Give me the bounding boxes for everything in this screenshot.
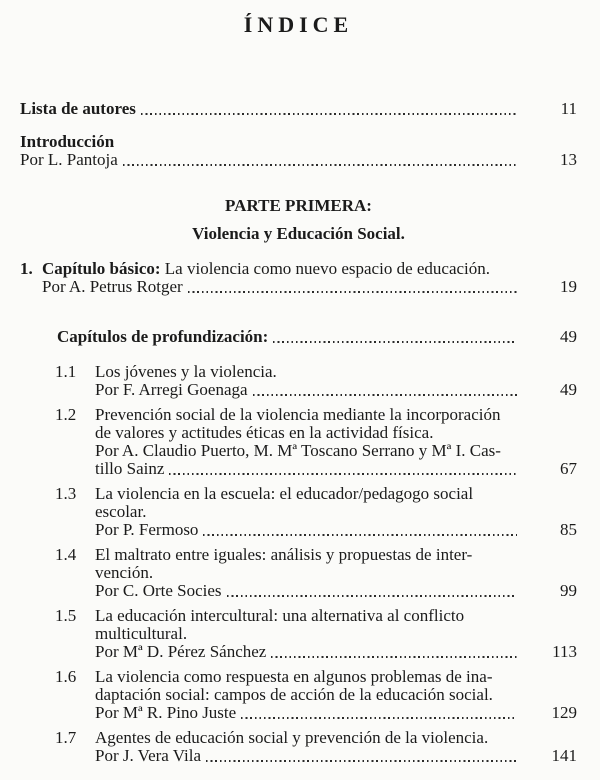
toc-row-section-heading xyxy=(57,328,577,346)
entry-body xyxy=(95,607,577,661)
part-heading: PARTE PRIMERA: xyxy=(225,196,372,215)
entry-body xyxy=(95,546,577,600)
entry-byline-line: Por A. Claudio Puerto, M. Mª Toscano Serrano y Mª I. Cas- xyxy=(95,441,501,460)
toc-entry xyxy=(55,607,577,661)
page-number: 67 xyxy=(560,459,577,478)
entry-number: 1.3 xyxy=(55,484,77,503)
entry-number: 1.6 xyxy=(55,667,77,686)
toc-entry xyxy=(55,668,577,722)
chapter-byline-row xyxy=(42,278,577,296)
entry-byline: tillo Sainz xyxy=(95,459,165,478)
entry-number: 1.5 xyxy=(55,606,77,625)
entry-title-line: escolar. xyxy=(95,502,147,521)
entry-byline: Por F. Arregi Goenaga xyxy=(95,380,248,399)
entry-number: 1.4 xyxy=(55,545,77,564)
entry-title-line: Los jóvenes y la violencia. xyxy=(95,362,277,381)
entry-byline-row xyxy=(95,643,577,661)
toc-entry xyxy=(55,729,577,765)
entry-byline: Por C. Orte Socies xyxy=(95,581,222,600)
leader-dots xyxy=(273,341,517,343)
page-number: 13 xyxy=(560,150,577,169)
entry-byline: Por L. Pantoja xyxy=(20,150,118,169)
toc-entry-list xyxy=(55,363,577,765)
entry-title-line: Agentes de educación social y prevención de la violencia. xyxy=(95,728,489,747)
entry-byline: Por Mª D. Pérez Sánchez xyxy=(95,642,267,661)
leader-dots xyxy=(203,534,517,536)
chapter-title-bold: Capítulo básico: xyxy=(42,259,161,278)
leader-dots xyxy=(141,113,517,115)
page-number: 129 xyxy=(551,703,577,722)
section-heading: Capítulos de profundización: xyxy=(57,327,269,346)
entry-title-line: multicultural. xyxy=(95,624,188,643)
entry-body xyxy=(95,406,577,478)
part-subheading: Violencia y Educación Social. xyxy=(192,224,405,243)
page-number: 49 xyxy=(560,380,577,399)
entry-body xyxy=(95,485,577,539)
toc-row-lista-autores xyxy=(20,100,577,118)
toc-row-introduccion xyxy=(20,133,577,169)
leader-dots xyxy=(241,717,517,719)
entry-byline: Por P. Fermoso xyxy=(95,520,199,539)
entry-title-line: La violencia como respuesta en algunos problemas de ina- xyxy=(95,667,493,686)
toc-entry-chapter-1 xyxy=(20,260,577,296)
entry-title-line: La educación intercultural: una alternativa al conflicto xyxy=(95,606,465,625)
lista-autores-label: Lista de autores xyxy=(20,99,136,118)
entry-byline-row xyxy=(95,521,577,539)
leader-dots xyxy=(188,291,517,293)
entry-title-line: Prevención social de la violencia mediante la incorporación xyxy=(95,405,501,424)
entry-title-line: daptación social: campos de acción de la educación social. xyxy=(95,685,493,704)
entry-byline-row xyxy=(95,704,577,722)
entry-title-line: La violencia en la escuela: el educador/pedagogo social xyxy=(95,484,474,503)
entry-body xyxy=(95,729,577,765)
page-number: 85 xyxy=(560,520,577,539)
page-number: 49 xyxy=(560,327,577,346)
entry-body xyxy=(95,363,577,399)
entry-body xyxy=(95,668,577,722)
entry-number: 1.2 xyxy=(55,405,77,424)
entry-byline-row xyxy=(95,381,577,399)
introduccion-heading: Introducción xyxy=(20,132,115,151)
entry-title-line: de valores y actitudes éticas en la actividad física. xyxy=(95,423,434,442)
chapter-title-rest: La violencia como nuevo espacio de educación. xyxy=(164,259,491,278)
chapter-number: 1. xyxy=(20,259,33,278)
toc-entry xyxy=(55,546,577,600)
introduccion-byline-row xyxy=(20,151,577,169)
toc-entry xyxy=(55,363,577,399)
page-title: ÍNDICE xyxy=(243,12,354,37)
leader-dots xyxy=(123,164,517,166)
entry-title-line: vención. xyxy=(95,563,154,582)
leader-dots xyxy=(169,473,517,475)
page-number: 99 xyxy=(560,581,577,600)
leader-dots xyxy=(227,595,517,597)
entry-byline-row xyxy=(95,582,577,600)
entry-byline-row xyxy=(95,747,577,765)
entry-byline-row xyxy=(95,460,577,478)
leader-dots xyxy=(206,760,517,762)
page-number: 141 xyxy=(551,746,577,765)
toc-entry xyxy=(55,406,577,478)
entry-number: 1.7 xyxy=(55,728,77,747)
entry-byline: Por Mª R. Pino Juste xyxy=(95,703,237,722)
page-number: 11 xyxy=(560,99,577,118)
chapter-title-line xyxy=(42,260,577,278)
toc-entry xyxy=(55,485,577,539)
leader-dots xyxy=(253,394,517,396)
entry-byline: Por A. Petrus Rotger xyxy=(42,277,183,296)
entry-number: 1.1 xyxy=(55,362,77,381)
entry-byline: Por J. Vera Vila xyxy=(95,746,202,765)
chapter-body xyxy=(42,260,577,296)
page-number: 19 xyxy=(560,277,577,296)
entry-title-line: El maltrato entre iguales: análisis y propuestas de inter- xyxy=(95,545,473,564)
leader-dots xyxy=(271,656,517,658)
page-number: 113 xyxy=(552,642,577,661)
